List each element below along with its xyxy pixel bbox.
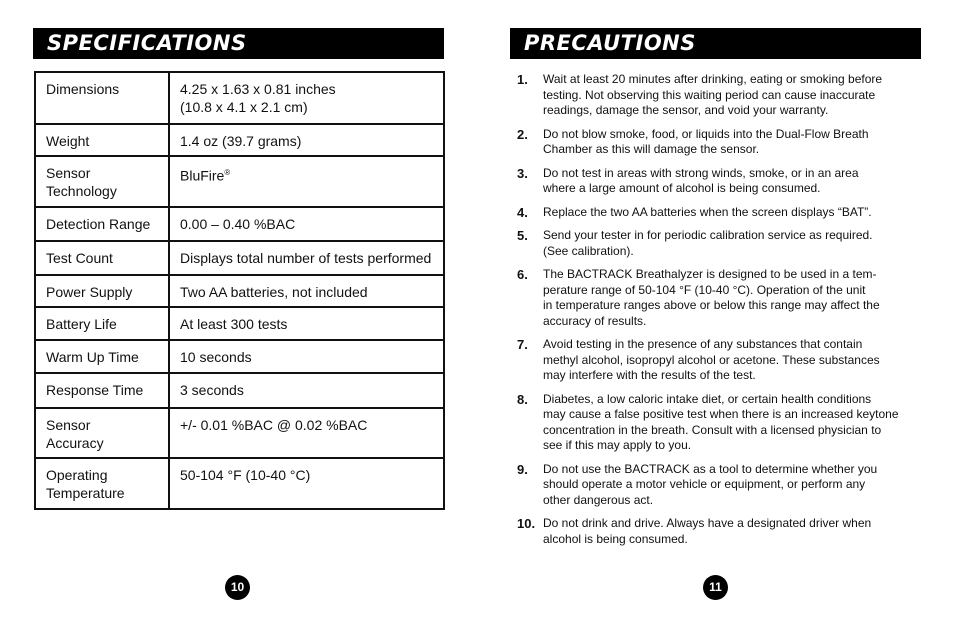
precaution-item (517, 228, 917, 259)
spec-label: Response Time (35, 373, 169, 408)
spec-row (35, 241, 444, 275)
spec-label: Power Supply (35, 275, 169, 307)
precaution-item (517, 516, 917, 547)
spec-value: BluFire® (169, 156, 444, 207)
spec-row (35, 408, 444, 458)
precaution-number: 7. (517, 337, 528, 352)
precaution-item (517, 72, 917, 119)
spec-label: Battery Life (35, 307, 169, 340)
precaution-text: Send your tester in for periodic calibration service as required. (See calibration). (543, 228, 873, 258)
spec-row (35, 373, 444, 408)
spec-label: Warm Up Time (35, 340, 169, 373)
precaution-number: 1. (517, 72, 528, 87)
spec-row (35, 307, 444, 340)
precaution-number: 5. (517, 228, 528, 243)
spec-row (35, 458, 444, 509)
spec-value: 4.25 x 1.63 x 0.81 inches (10.8 x 4.1 x 2.1 cm) (169, 72, 444, 124)
spec-value: Two AA batteries, not included (169, 275, 444, 307)
precaution-number: 8. (517, 391, 528, 407)
page-number-left: 10 (225, 575, 250, 600)
registered-mark: ® (224, 168, 231, 177)
spec-row (35, 275, 444, 307)
precaution-text: Diabetes, a low caloric intake diet, or certain health conditions may cause a false positive test when there is an increased keytone concentration in the breath. Consult with a licensed physician to see if this may apply to you. (543, 391, 899, 452)
precaution-number: 10. (517, 516, 536, 531)
page-number-right: 11 (703, 575, 728, 600)
precautions-heading: PRECAUTIONS (510, 28, 921, 59)
precaution-text: Avoid testing in the presence of any substances that contain methyl alcohol, isopropyl alcohol or acetone. These substances may interfere with the results of the test. (543, 337, 880, 382)
precaution-item (517, 337, 917, 384)
spec-value: 50-104 °F (10-40 °C) (169, 458, 444, 509)
specifications-heading: SPECIFICATIONS (33, 28, 444, 59)
precaution-number: 3. (517, 165, 528, 181)
precaution-item (517, 205, 917, 221)
precaution-item (517, 267, 917, 329)
precaution-item (517, 392, 917, 454)
precautions-list (517, 72, 917, 547)
spec-row (35, 340, 444, 373)
precaution-number: 9. (517, 461, 528, 477)
precaution-item (517, 127, 917, 158)
spec-label: Detection Range (35, 207, 169, 241)
precaution-text: Wait at least 20 minutes after drinking, eating or smoking before testing. Not observing this waiting period can cause inaccurate readings, damage the sensor, and void your warranty. (543, 72, 883, 117)
spec-label: Sensor Accuracy (35, 408, 169, 458)
precaution-text: Do not use the BACTRACK as a tool to determine whether you should operate a motor vehicle or equipment, or perform any other dangerous act. (543, 461, 878, 507)
spec-row (35, 207, 444, 241)
spec-value: At least 300 tests (169, 307, 444, 340)
precaution-item (517, 166, 917, 197)
spec-label: Test Count (35, 241, 169, 275)
spec-value: 1.4 oz (39.7 grams) (169, 124, 444, 156)
spec-value: +/- 0.01 %BAC @ 0.02 %BAC (169, 408, 444, 458)
precaution-text: The BACTRACK Breathalyzer is designed to be used in a tem- perature range of 50-104 °F (10-40 °C). Operation of the unit in temperature ranges above or below this range may affect the accuracy of results. (543, 267, 880, 328)
precautions-page (477, 0, 954, 626)
precaution-number: 6. (517, 267, 528, 282)
spec-value: 3 seconds (169, 373, 444, 408)
spec-label: Weight (35, 124, 169, 156)
spec-row (35, 124, 444, 156)
spec-row (35, 72, 444, 124)
specifications-table (34, 71, 445, 510)
precaution-text: Do not blow smoke, food, or liquids into the Dual-Flow Breath Chamber as this will damage the sensor. (543, 126, 869, 156)
spec-label: Operating Temperature (35, 458, 169, 509)
precaution-text: Replace the two AA batteries when the screen displays “BAT”. (543, 204, 872, 219)
spec-label: Sensor Technology (35, 156, 169, 207)
spec-label: Dimensions (35, 72, 169, 124)
spec-value: 0.00 – 0.40 %BAC (169, 207, 444, 241)
precaution-item (517, 462, 917, 509)
spec-row (35, 156, 444, 207)
spec-value: 10 seconds (169, 340, 444, 373)
spec-value: Displays total number of tests performed (169, 241, 444, 275)
precaution-text: Do not test in areas with strong winds, smoke, or in an area where a large amount of alcohol is being consumed. (543, 165, 859, 195)
precaution-number: 2. (517, 126, 528, 142)
precaution-number: 4. (517, 204, 528, 220)
precaution-text: Do not drink and drive. Always have a designated driver when alcohol is being consumed. (543, 516, 872, 546)
